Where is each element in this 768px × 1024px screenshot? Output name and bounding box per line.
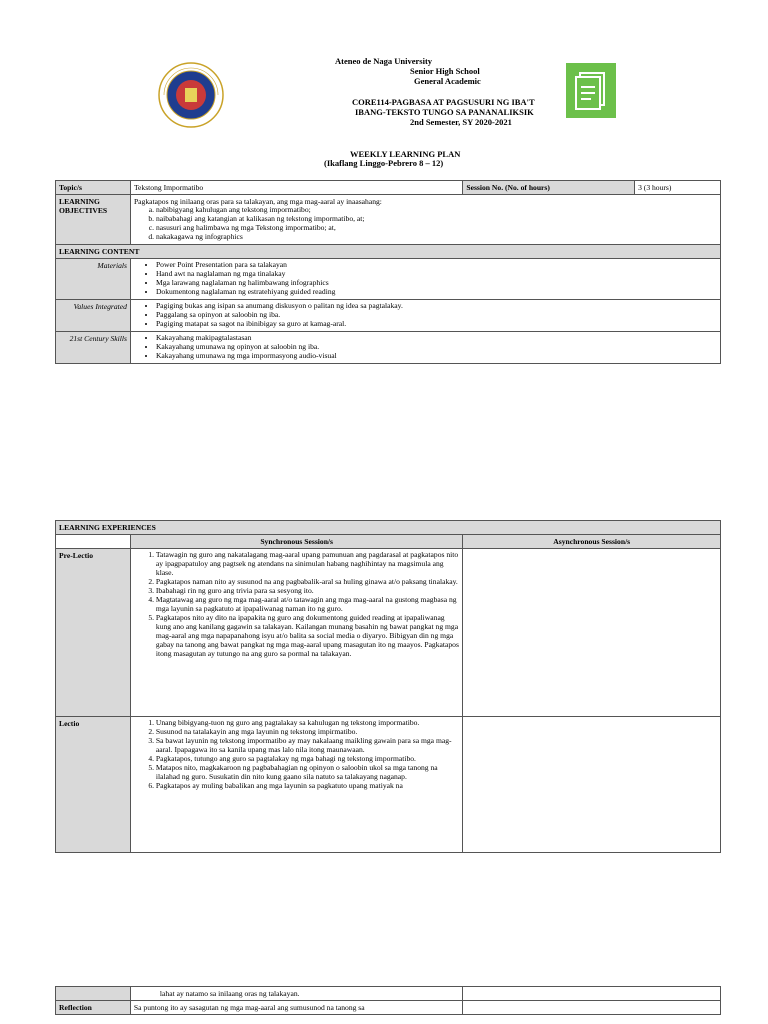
skills-list <box>134 334 717 361</box>
prelectio-list <box>134 551 459 658</box>
session-value: 3 (3 hours) <box>635 181 721 195</box>
skills-row <box>56 331 721 363</box>
list-item: • Dokumentong naglalaman ng estratehiyang guided reading <box>156 288 717 297</box>
objective-item: d. nakakagawa ng infographics <box>156 233 717 242</box>
list-item: 6. Pagkatapos ay muling babalikan ang mga layunin sa pagkatuto upang matiyak na <box>156 782 459 791</box>
experiences-label: LEARNING EXPERIENCES <box>56 521 721 535</box>
prelectio-row <box>56 549 721 717</box>
week-label: (Ikaflang Linggo-Pebrero 8 – 12) <box>324 158 444 168</box>
list-item: • Kakayahang umunawa ng opinyon at saloobin ng iba. <box>156 343 717 352</box>
list-item: • Pagiging bukas ang isipan sa anumang diskusyon o palitan ng idea sa pagtalakay. <box>156 302 717 311</box>
list-item: • Kakayahang makipagtalastasan <box>156 334 717 343</box>
topic-label: Topic/s <box>56 181 131 195</box>
list-item: 4. Pagkatapos, tutungo ang guro sa pagtalakay ng mga bahagi ng tekstong impormatibo. <box>156 755 459 764</box>
list-item: 2. Susunod na tatalakayin ang mga layunin ng tekstong impirmatibo. <box>156 728 459 737</box>
skills-cell <box>130 331 720 363</box>
lectio-row <box>56 717 721 853</box>
continuation-text: lahat ay natamo sa inilaang oras ng talakayan. <box>130 987 463 1001</box>
experiences-header-row <box>56 521 721 535</box>
objectives-row <box>56 195 721 245</box>
list-item: 5. Pagkatapos nito ay dito na ipapakita ng guro ang dokumentong guided reading at ipapaliwanag kung ano ang kanilang gagawin sa talakayan. Kailangan munang basahin ng bawat pangkat ng mga mag-aaral ang mga napapanahong isyu at/o balita sa social media o diyaryo. Bibigyan din ng mga gabay na tanong ang bawat pangkat ng mga mag-aaral upang masagutan ito ng maayos. Pagkatapos itong masagutan ay tutungo na ang guro sa pormal na talakayan. <box>156 614 459 659</box>
school-seal-logo <box>158 62 224 128</box>
list-item: • Power Point Presentation para sa talakayan <box>156 261 717 270</box>
lectio-list <box>134 719 459 791</box>
list-item: • Hand awt na naglalaman ng mga tinalakay <box>156 270 717 279</box>
skills-label: 21st Century Skills <box>56 331 131 363</box>
objective-item: a. nabibigyang kahulugan ang tekstong impormatibo; <box>156 206 717 215</box>
school-name: Senior High School <box>410 66 480 76</box>
objectives-label: LEARNING OBJECTIVES <box>56 195 131 245</box>
course-title-line1: CORE114-PAGBASA AT PAGSUSURI NG IBA'T <box>352 97 535 107</box>
content-header-row <box>56 245 721 259</box>
learning-experiences-table <box>55 520 721 853</box>
document-icon <box>566 63 616 118</box>
list-item: 5. Matapos nito, magkakaroon ng pagbabahagian ng opinyon o saloobin ukol sa mga tanong na ilalahad ng guro. Susukatin din nito kung gaano sila natuto sa talakayang naganap. <box>156 764 459 782</box>
sync-header: Synchronous Session/s <box>130 535 462 549</box>
continuation-row <box>56 987 721 1001</box>
values-row <box>56 299 721 331</box>
objective-item: b. naibabahagi ang katangian at kalikasan ng tekstong impormatibo, at; <box>156 215 717 224</box>
prelectio-label: Pre-Lectio <box>56 549 131 717</box>
objectives-intro: Pagkatapos ng inilaang oras para sa talakayan, ang mga mag-aaral ay inaasahang: <box>133 197 382 207</box>
prelectio-cell <box>130 549 462 717</box>
university-name: Ateneo de Naga University <box>335 56 433 66</box>
content-label: LEARNING CONTENT <box>56 245 721 259</box>
list-item: 4. Magtatawag ang guro ng mga mag-aaral at/o tatawagin ang mga mag-aaral na gustong magbasa ng mga layunin sa pagkatuto at ipapaliwanag naman ito ng guro. <box>156 596 459 614</box>
lectio-label: Lectio <box>56 717 131 853</box>
objectives-cell <box>130 195 720 245</box>
course-title-line2: IBANG-TEKSTO TUNGO SA PANANALIKSIK <box>355 107 534 117</box>
continuation-table <box>55 986 721 1015</box>
materials-list <box>134 261 717 297</box>
session-label: Session No. (No. of hours) <box>463 181 635 195</box>
list-item: • Paggalang sa opinyon at saloobin ng iba. <box>156 311 717 320</box>
lectio-cell <box>130 717 462 853</box>
materials-cell <box>130 259 720 300</box>
topic-value: Tekstong Impormatibo <box>130 181 462 195</box>
async-header: Asynchronous Session/s <box>463 535 721 549</box>
reflection-text: Sa puntong ito ay sasagutan ng mga mag-aaral ang sumusunod na tanong sa <box>130 1001 463 1015</box>
values-cell <box>130 299 720 331</box>
plan-title: WEEKLY LEARNING PLAN <box>350 149 461 159</box>
reflection-row <box>56 1001 721 1015</box>
materials-label: Materials <box>56 259 131 300</box>
prelectio-async-cell <box>463 549 721 717</box>
list-item: • Kakayahang umunawa ng mga impormasyong audio-visual <box>156 352 717 361</box>
values-list <box>134 302 717 329</box>
topic-row <box>56 181 721 195</box>
list-item: • Mga larawang naglalaman ng halimbawang infographics <box>156 279 717 288</box>
list-item: 1. Tatawagin ng guro ang nakatalagang mag-aaral upang pamunuan ang pagdarasal at pagkatapos nito ay ipagpapatuloy ang pagtsek ng atendans na sinimulan habang naghihintay na magsimula ang klase. <box>156 551 459 578</box>
reflection-label: Reflection <box>56 1001 131 1015</box>
list-item: 1. Unang bibigyang-tuon ng guro ang pagtalakay sa kahulugan ng tekstong impormatibo. <box>156 719 459 728</box>
semester: 2nd Semester, SY 2020-2021 <box>410 117 512 127</box>
lectio-async-cell <box>463 717 721 853</box>
list-item: 3. Sa bawat layunin ng tekstong impormatibo ay may nakalaang maikling gawain para sa mga mag-aaral. Ipapagawa ito sa kanila upang mas lalo nila itong maunawaan. <box>156 737 459 755</box>
objective-item: c. nasusuri ang halimbawa ng mga Tekstong impormatibo; at, <box>156 224 717 233</box>
objectives-list <box>134 206 717 242</box>
materials-row <box>56 259 721 300</box>
values-label: Values Integrated <box>56 299 131 331</box>
list-item: 2. Pagkatapos naman nito ay susunod na ang pagbabalik-aral sa huling ginawa at/o paksang tinalakay. <box>156 578 459 587</box>
learning-plan-table <box>55 180 721 364</box>
session-headers-row <box>56 535 721 549</box>
list-item: • Pagiging matapat sa sagot na ibinibigay sa guro at kamag-aral. <box>156 320 717 329</box>
track-name: General Academic <box>414 76 481 86</box>
list-item: 3. Ibabahagi rin ng guro ang trivia para sa sesyong ito. <box>156 587 459 596</box>
